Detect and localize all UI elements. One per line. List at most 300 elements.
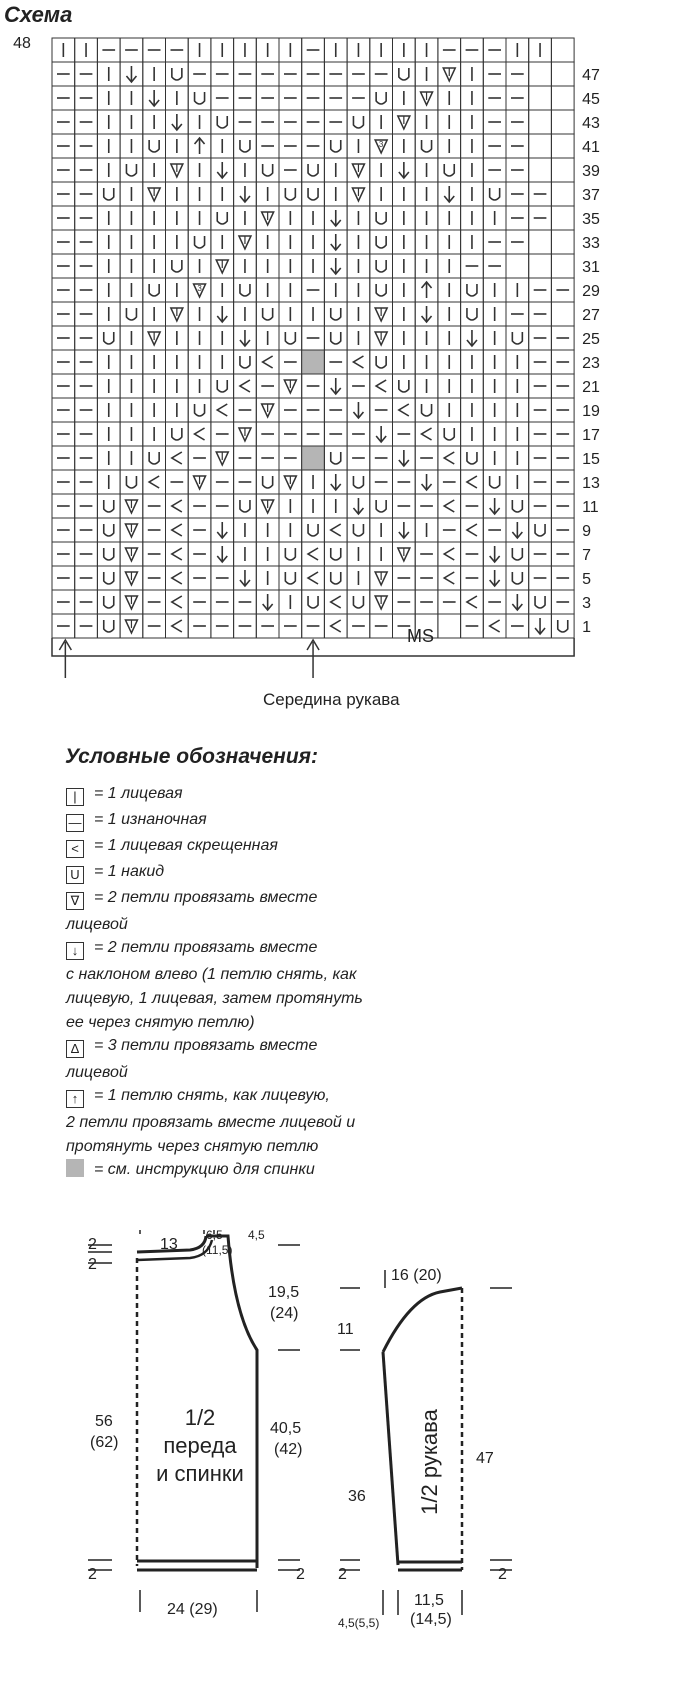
legend-item (66, 1085, 330, 1108)
chart-cell (529, 590, 552, 614)
chart-cell (302, 518, 325, 542)
chart-cell (52, 134, 75, 158)
chart-cell (211, 62, 234, 86)
chart-cell (483, 518, 506, 542)
chart-cell (166, 86, 189, 110)
chart-cell (347, 494, 370, 518)
chart-cell (188, 422, 211, 446)
chart-cell (302, 302, 325, 326)
chart-cell (188, 518, 211, 542)
chart-cell (120, 542, 143, 566)
chart-cell (438, 398, 461, 422)
chart-cell (483, 254, 506, 278)
chart-cell (324, 86, 347, 110)
chart-cell (370, 86, 393, 110)
chart-cell (211, 350, 234, 374)
chart-cell (143, 518, 166, 542)
chart-cell (234, 134, 257, 158)
cuff-right: 2 (498, 1566, 507, 1583)
neck-width: 6,5 (206, 1228, 223, 1242)
chart-cell (75, 134, 98, 158)
chart-cell (347, 254, 370, 278)
chart-cell (256, 302, 279, 326)
chart-cell (234, 110, 257, 134)
legend-text-cont: с наклоном влево (1 петлю снять, как (66, 966, 357, 983)
chart-cell (97, 494, 120, 518)
chart-cell (52, 446, 75, 470)
chart-cell (483, 422, 506, 446)
chart-cell (234, 518, 257, 542)
chart-cell (438, 62, 461, 86)
chart-cell (166, 422, 189, 446)
chart-cell (483, 230, 506, 254)
chart-cell (166, 254, 189, 278)
chart-cell (256, 350, 279, 374)
chart-cell (551, 422, 574, 446)
row-number: 39 (582, 163, 600, 180)
chart-cell (279, 158, 302, 182)
chart-cell (506, 590, 529, 614)
row-number: 29 (582, 283, 600, 300)
chart-cell (506, 182, 529, 206)
chart-cell (324, 590, 347, 614)
chart-cell (438, 230, 461, 254)
chart-cell (166, 590, 189, 614)
chart-cell (234, 254, 257, 278)
chart-cell (529, 134, 552, 158)
chart-cell (506, 446, 529, 470)
chart-cell (211, 470, 234, 494)
chart-cell (461, 566, 484, 590)
chart-cell (120, 110, 143, 134)
chart-cell (438, 254, 461, 278)
chart-cell (438, 518, 461, 542)
chart-cell (97, 518, 120, 542)
chart-cell (506, 158, 529, 182)
chart-cell (302, 614, 325, 638)
chart-cell (97, 158, 120, 182)
legend-symbol-icon: | (66, 788, 84, 806)
legend-text-cont: 2 петли провязать вместе лицевой и (66, 1114, 356, 1131)
chart-cell (461, 350, 484, 374)
chart-cell (551, 518, 574, 542)
chart-cell (324, 494, 347, 518)
chart-cell (256, 398, 279, 422)
body-label-line2: переда (163, 1433, 237, 1458)
chart-cell (529, 518, 552, 542)
chart-cell (438, 422, 461, 446)
sleeve-offset: 4,5(5,5) (338, 1616, 380, 1630)
chart-cell (143, 182, 166, 206)
legend-symbol-icon: ↓ (66, 942, 84, 960)
chart-cell (75, 542, 98, 566)
chart-cell (551, 182, 574, 206)
chart-cell (347, 446, 370, 470)
chart-cell (483, 350, 506, 374)
chart-cell (143, 590, 166, 614)
chart-cell (256, 518, 279, 542)
row-number: 41 (582, 139, 600, 156)
chart-cell (438, 134, 461, 158)
row-number: 15 (582, 451, 600, 468)
chart-cell (347, 518, 370, 542)
chart-cell (393, 542, 416, 566)
chart-cell (324, 398, 347, 422)
chart-cell (234, 590, 257, 614)
chart-cell (97, 86, 120, 110)
chart-cell (166, 302, 189, 326)
legend-text: = 1 лицевая (94, 785, 183, 802)
chart-cell (551, 38, 574, 62)
chart-cell (256, 182, 279, 206)
chart-cell (370, 518, 393, 542)
chart-cell (324, 446, 347, 470)
chart-cell (75, 302, 98, 326)
chart-cell (211, 326, 234, 350)
chart-cell (234, 422, 257, 446)
chart-cell (483, 470, 506, 494)
chart-cell (370, 398, 393, 422)
chart-cell (529, 206, 552, 230)
chart-cell (211, 374, 234, 398)
chart-cell (188, 614, 211, 638)
chart-cell (120, 398, 143, 422)
rib-top-a: 2 (88, 1236, 97, 1253)
chart-cell (52, 350, 75, 374)
chart-cell (143, 614, 166, 638)
chart-cell (551, 446, 574, 470)
chart-cell (370, 278, 393, 302)
chart-cell (438, 446, 461, 470)
chart-cell (483, 110, 506, 134)
chart-cell (52, 542, 75, 566)
chart-cell (52, 566, 75, 590)
chart-cell (393, 278, 416, 302)
chart-cell (347, 326, 370, 350)
chart-cell (461, 38, 484, 62)
chart-cell (438, 614, 461, 638)
chart-cell (302, 134, 325, 158)
neck-depth: 4,5 (248, 1228, 265, 1242)
chart-cell (438, 494, 461, 518)
chart-cell (393, 110, 416, 134)
chart-cell (551, 206, 574, 230)
chart-cell (279, 350, 302, 374)
chart-cell (415, 38, 438, 62)
chart-cell (279, 470, 302, 494)
row-number: 37 (582, 187, 600, 204)
legend-item (66, 835, 278, 858)
chart-cell (234, 494, 257, 518)
body-width: 24 (29) (167, 1601, 218, 1618)
chart-cell (302, 182, 325, 206)
chart-cell (75, 110, 98, 134)
chart-cell (551, 398, 574, 422)
chart-cell (279, 62, 302, 86)
chart-cell (529, 230, 552, 254)
sleeve-top-width: 16 (20) (391, 1267, 442, 1284)
chart-cell (279, 398, 302, 422)
row-number: 25 (582, 331, 600, 348)
chart-cell (52, 374, 75, 398)
chart-cell (302, 158, 325, 182)
chart-cell (393, 470, 416, 494)
chart-cell (551, 134, 574, 158)
chart-cell (211, 398, 234, 422)
chart-cell (234, 542, 257, 566)
chart-cell (52, 86, 75, 110)
chart-cell (551, 158, 574, 182)
chart-cell (506, 566, 529, 590)
chart-cell (143, 398, 166, 422)
chart-cell (97, 230, 120, 254)
chart-cell (97, 590, 120, 614)
chart-cell (143, 374, 166, 398)
chart-cell (166, 470, 189, 494)
chart-cell (52, 518, 75, 542)
chart-cell (75, 86, 98, 110)
chart-cell (461, 614, 484, 638)
chart-cell (75, 518, 98, 542)
chart-cell (143, 134, 166, 158)
chart-cell (211, 278, 234, 302)
chart-cell (324, 230, 347, 254)
chart-cell (256, 158, 279, 182)
chart-cell (75, 350, 98, 374)
chart-cell (529, 326, 552, 350)
chart-cell (370, 542, 393, 566)
chart-cell (256, 254, 279, 278)
chart-cell (256, 614, 279, 638)
chart-cell (529, 398, 552, 422)
legend-symbol-icon (66, 1159, 84, 1177)
chart-cell (234, 182, 257, 206)
chart-cell (324, 158, 347, 182)
chart-cell (120, 158, 143, 182)
chart-cell (302, 374, 325, 398)
sleeve-length: 47 (476, 1450, 494, 1467)
chart-title: Схема (4, 2, 73, 27)
chart-cell (52, 302, 75, 326)
chart-cell (279, 182, 302, 206)
chart-cell (97, 374, 120, 398)
chart-cell (143, 470, 166, 494)
chart-cell (370, 446, 393, 470)
chart-cell (415, 134, 438, 158)
chart-cell (279, 542, 302, 566)
chart-cell (324, 134, 347, 158)
chart-cell (188, 398, 211, 422)
armhole-depth: 19,5 (268, 1284, 300, 1301)
chart-cell (234, 566, 257, 590)
knitting-chart (0, 0, 695, 700)
chart-cell (75, 422, 98, 446)
chart-cell (279, 230, 302, 254)
chart-cell (97, 398, 120, 422)
chart-cell (211, 230, 234, 254)
svg-text:3: 3 (378, 140, 384, 149)
row-number: 5 (582, 571, 592, 588)
chart-cell (52, 494, 75, 518)
chart-cell (75, 470, 98, 494)
chart-cell (75, 494, 98, 518)
chart-cell (52, 182, 75, 206)
chart-cell (234, 302, 257, 326)
chart-cell (143, 446, 166, 470)
side-length-alt: (42) (274, 1441, 303, 1458)
chart-cell (347, 590, 370, 614)
chart-cell (461, 494, 484, 518)
legend-symbol-icon: — (66, 814, 84, 832)
chart-cell (120, 566, 143, 590)
chart-cell (347, 398, 370, 422)
chart-cell (506, 398, 529, 422)
chart-cell (370, 302, 393, 326)
chart-cell (483, 542, 506, 566)
chart-cell (211, 614, 234, 638)
chart-cell (415, 110, 438, 134)
chart-cell (347, 614, 370, 638)
chart-cell (75, 590, 98, 614)
chart-cell (302, 566, 325, 590)
chart-cell (438, 374, 461, 398)
chart-cell (52, 470, 75, 494)
chart-cell (302, 62, 325, 86)
chart-cell (188, 278, 211, 302)
chart-cell (302, 38, 325, 62)
svg-text:3: 3 (197, 284, 202, 293)
chart-cell (393, 590, 416, 614)
chart-cell (256, 110, 279, 134)
chart-cell (97, 566, 120, 590)
chart-cell (97, 542, 120, 566)
chart-cell (438, 470, 461, 494)
legend-item (66, 1035, 317, 1058)
chart-cell (370, 134, 393, 158)
chart-cell (75, 278, 98, 302)
legend-text: = 1 изнаночная (94, 811, 207, 828)
chart-cell (370, 254, 393, 278)
chart-cell (302, 86, 325, 110)
chart-cell (211, 422, 234, 446)
chart-cell (393, 518, 416, 542)
chart-cell (461, 206, 484, 230)
chart-cell (75, 398, 98, 422)
chart-cell (529, 110, 552, 134)
chart-cell (483, 374, 506, 398)
chart-cell (370, 230, 393, 254)
chart-cell (347, 206, 370, 230)
chart-cell (97, 302, 120, 326)
chart-cell (347, 302, 370, 326)
chart-cell (324, 614, 347, 638)
chart-cell (52, 38, 75, 62)
chart-cell (188, 302, 211, 326)
chart-cell (143, 86, 166, 110)
chart-cell (120, 302, 143, 326)
chart-cell (166, 62, 189, 86)
legend-symbol-icon: ∆ (66, 1040, 84, 1058)
cuff-width-alt: (14,5) (410, 1611, 452, 1628)
chart-cell (166, 206, 189, 230)
chart-cell (347, 110, 370, 134)
chart-cell (120, 62, 143, 86)
chart-cell (370, 206, 393, 230)
chart-cell (551, 590, 574, 614)
sleeve-cap-height: 11 (337, 1321, 354, 1338)
chart-cell (370, 374, 393, 398)
legend-text-cont: ее через снятую петлю) (66, 1014, 255, 1031)
chart-cell (166, 494, 189, 518)
chart-cell (143, 62, 166, 86)
chart-cell (302, 590, 325, 614)
chart-cell (302, 230, 325, 254)
chart-cell (188, 86, 211, 110)
chart-cell (370, 182, 393, 206)
chart-cell (211, 494, 234, 518)
chart-cell (438, 206, 461, 230)
chart-cell (97, 62, 120, 86)
chart-cell (506, 518, 529, 542)
chart-cell (256, 38, 279, 62)
chart-cell (256, 542, 279, 566)
chart-cell (166, 398, 189, 422)
chart-cell (279, 134, 302, 158)
chart-cell (461, 230, 484, 254)
chart-cell (166, 158, 189, 182)
chart-cell (529, 446, 552, 470)
chart-cell (347, 542, 370, 566)
row-number: 21 (582, 379, 600, 396)
chart-cell (302, 470, 325, 494)
chart-cell (461, 470, 484, 494)
chart-cell (256, 590, 279, 614)
chart-cell (506, 62, 529, 86)
legend-text: = 1 лицевая скрещенная (94, 837, 278, 854)
chart-cell (188, 254, 211, 278)
chart-cell (506, 134, 529, 158)
legend-title: Условные обозначения: (65, 745, 319, 768)
chart-cell (143, 542, 166, 566)
chart-cell (415, 278, 438, 302)
row-number: 43 (582, 115, 600, 132)
chart-cell (370, 62, 393, 86)
chart-cell (347, 62, 370, 86)
chart-cell (75, 158, 98, 182)
chart-cell (188, 134, 211, 158)
row-number: 7 (582, 547, 592, 564)
chart-cell (256, 494, 279, 518)
chart-cell (347, 134, 370, 158)
chart-cell (75, 446, 98, 470)
chart-cell (279, 302, 302, 326)
chart-cell (302, 326, 325, 350)
chart-cell (551, 542, 574, 566)
chart-cell (97, 614, 120, 638)
chart-cell (370, 494, 393, 518)
chart-cell (506, 422, 529, 446)
chart-cell (324, 326, 347, 350)
chart-cell (166, 566, 189, 590)
chart-cell (529, 374, 552, 398)
legend-item (66, 887, 317, 910)
chart-cell (143, 566, 166, 590)
chart-cell (188, 230, 211, 254)
chart-cell (279, 206, 302, 230)
chart-cell (483, 206, 506, 230)
center-label: Середина рукава (263, 690, 400, 709)
row-number: 35 (582, 211, 600, 228)
